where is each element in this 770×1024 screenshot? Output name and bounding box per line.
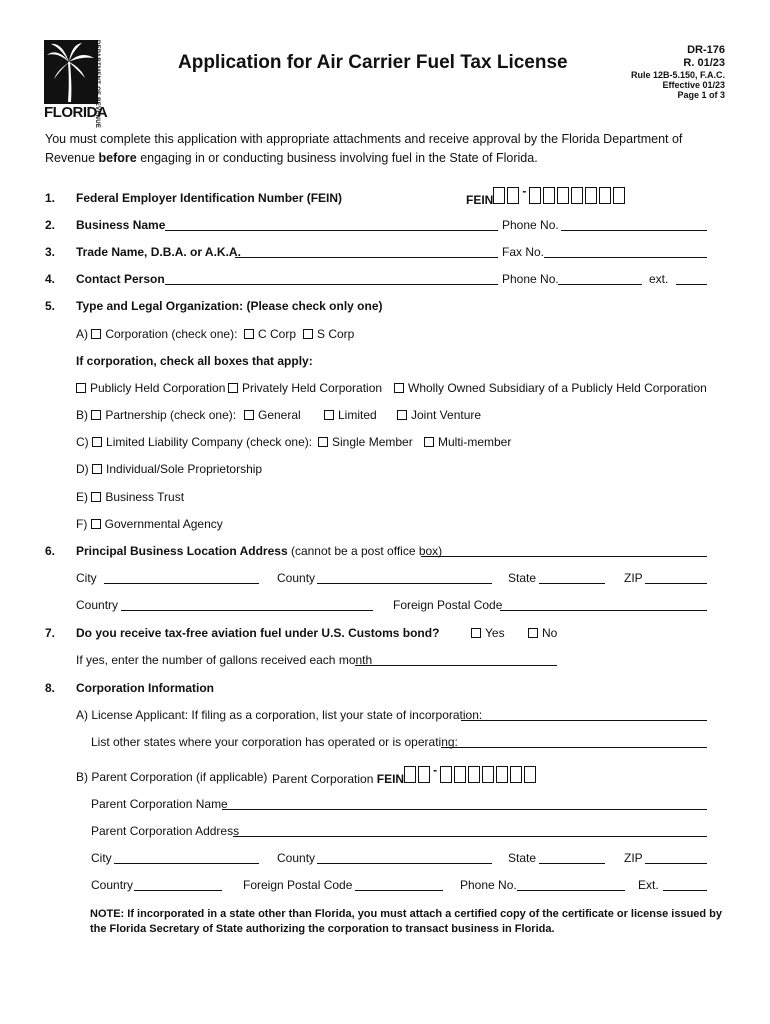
q8-number: 8. <box>45 681 56 695</box>
q5f-row <box>76 517 223 531</box>
multi-member-checkbox[interactable] <box>424 437 434 447</box>
q5f-text: Governmental Agency <box>104 517 223 531</box>
subsidiary-option <box>394 381 707 395</box>
parent-fein-label-pre: Parent Corporation <box>272 772 377 786</box>
business-trust-checkbox[interactable] <box>91 492 101 502</box>
q8-ext-label: Ext. <box>638 878 659 892</box>
parent-fein-digit-4[interactable] <box>454 766 466 783</box>
q6-county-label: County <box>277 571 316 585</box>
q8-country-label: Country <box>91 878 134 892</box>
limited-label: Limited <box>338 408 377 422</box>
form-number: DR-176 <box>687 44 725 56</box>
q7-yes-checkbox[interactable] <box>471 628 481 638</box>
partnership-checkbox[interactable] <box>91 410 101 420</box>
contact-person-field[interactable] <box>165 273 498 285</box>
q1-label: Federal Employer Identification Number (FEIN) <box>76 191 343 205</box>
parent-name-field[interactable] <box>222 798 707 810</box>
q5b-letter: B) <box>76 408 88 422</box>
other-states-field[interactable] <box>441 736 707 748</box>
q5d-row <box>76 462 262 476</box>
q1-number: 1. <box>45 191 56 205</box>
fax-field[interactable] <box>544 246 707 258</box>
s-corp-label: S Corp <box>317 327 355 341</box>
q5b-row <box>76 408 236 422</box>
parent-address-label: Parent Corporation Address <box>91 824 240 838</box>
q5c-row <box>76 435 312 449</box>
q5-label: Type and Legal Organization: (Please check only one) <box>76 299 383 313</box>
q4-label: Contact Person <box>76 272 165 286</box>
q2-phone-label: Phone No. <box>502 218 559 232</box>
q7-gallons-label: If yes, enter the number of gallons received each month <box>76 653 373 667</box>
fein-digit-8[interactable] <box>599 187 611 204</box>
form-revision: R. 01/23 <box>683 57 725 69</box>
intro-line1: You must complete this application with appropriate attachments and receive approval by the Florida Department of <box>45 132 683 146</box>
q8-foreign-postal-label: Foreign Postal Code <box>243 878 353 892</box>
publicly-held-checkbox[interactable] <box>76 383 86 393</box>
q8-state-field[interactable] <box>539 852 605 864</box>
q6-state-field[interactable] <box>539 572 605 584</box>
q5a-letter: A) <box>76 327 88 341</box>
q4-phone-label: Phone No. <box>502 272 559 286</box>
q8-zip-field[interactable] <box>645 852 707 864</box>
subsidiary-checkbox[interactable] <box>394 383 404 393</box>
multi-member-option <box>424 435 511 449</box>
single-member-option <box>318 435 413 449</box>
q6-foreign-postal-field[interactable] <box>500 599 707 611</box>
parent-fein-digit-7[interactable] <box>496 766 508 783</box>
general-checkbox[interactable] <box>244 410 254 420</box>
q7-no-label: No <box>542 626 558 640</box>
q5c-letter: C) <box>76 435 89 449</box>
intro-line2-pre: Revenue <box>45 151 99 165</box>
parent-fein-label: FEIN <box>376 772 405 786</box>
parent-fein-digit-8[interactable] <box>510 766 522 783</box>
state-of-incorporation-field[interactable] <box>461 709 707 721</box>
parent-fein-field[interactable] <box>272 763 538 786</box>
q8b-label: B) Parent Corporation (if applicable) <box>76 770 268 784</box>
general-label: General <box>258 408 301 422</box>
q7-gallons-field[interactable] <box>355 654 557 666</box>
q6-county-field[interactable] <box>317 572 492 584</box>
principal-address-field[interactable] <box>421 545 707 557</box>
form-effective: Effective 01/23 <box>662 80 725 90</box>
q5c-text: Limited Liability Company (check one): <box>106 435 313 449</box>
publicly-held-label: Publicly Held Corporation <box>90 381 226 395</box>
q2-label: Business Name <box>76 218 166 232</box>
joint-venture-label: Joint Venture <box>411 408 482 422</box>
parent-fein-digit-3[interactable] <box>440 766 452 783</box>
q6-zip-field[interactable] <box>645 572 707 584</box>
single-member-checkbox[interactable] <box>318 437 328 447</box>
parent-fein-digit-9[interactable] <box>524 766 536 783</box>
privately-held-option <box>228 381 382 395</box>
parent-address-field[interactable] <box>233 825 707 837</box>
limited-checkbox[interactable] <box>324 410 334 420</box>
q8-state-label: State <box>508 851 537 865</box>
q8a-label: A) License Applicant: If filing as a corporation, list your state of incorporation: <box>76 708 483 722</box>
subsidiary-label: Wholly Owned Subsidiary of a Publicly Held Corporation <box>408 381 707 395</box>
fein-digit-7[interactable] <box>585 187 597 204</box>
fein-digit-3[interactable] <box>529 187 541 204</box>
q2-number: 2. <box>45 218 56 232</box>
q5d-text: Individual/Sole Proprietorship <box>106 462 263 476</box>
contact-phone-field[interactable] <box>558 273 642 285</box>
limited-option <box>324 408 377 422</box>
trade-name-field[interactable] <box>235 246 498 258</box>
privately-held-label: Privately Held Corporation <box>242 381 383 395</box>
fein-digit-9[interactable] <box>613 187 625 204</box>
q3-fax-label: Fax No. <box>502 245 545 259</box>
fein-dash: - <box>522 184 527 198</box>
logo-text: FLORIDA <box>44 104 108 121</box>
page-number: Page 1 of 3 <box>677 90 725 100</box>
parent-fein-digit-1[interactable] <box>404 766 416 783</box>
intro-before: before <box>98 151 137 165</box>
parent-fein-digit-6[interactable] <box>482 766 494 783</box>
q7-yes-option <box>471 626 505 640</box>
business-phone-field[interactable] <box>561 219 707 231</box>
q5b-text: Partnership (check one): <box>105 408 237 422</box>
q8-phone-field[interactable] <box>517 879 625 891</box>
parent-fein-digit-5[interactable] <box>468 766 480 783</box>
q7-label: Do you receive tax-free aviation fuel under U.S. Customs bond? <box>76 626 440 640</box>
fein-digit-4[interactable] <box>543 187 555 204</box>
q5f-letter: F) <box>76 517 88 531</box>
q5d-letter: D) <box>76 462 89 476</box>
q6-foreign-postal-label: Foreign Postal Code <box>393 598 503 612</box>
q8-county-label: County <box>277 851 316 865</box>
business-name-field[interactable] <box>165 219 498 231</box>
sole-proprietor-checkbox[interactable] <box>92 464 102 474</box>
q8-ext-field[interactable] <box>663 879 707 891</box>
fein-digit-5[interactable] <box>557 187 569 204</box>
page-title: Application for Air Carrier Fuel Tax License <box>178 52 568 73</box>
q6-country-label: Country <box>76 598 119 612</box>
parent-fein-dash: - <box>433 763 438 777</box>
q4-ext-label: ext. <box>649 272 669 286</box>
general-option <box>244 408 301 422</box>
florida-logo <box>44 40 108 129</box>
contact-ext-field[interactable] <box>676 273 707 285</box>
intro-line2-post: engaging in or conducting business involving fuel in the State of Florida. <box>136 151 538 165</box>
joint-venture-option <box>397 408 481 422</box>
q5a-row <box>76 327 237 341</box>
q4-number: 4. <box>45 272 56 286</box>
fein-digit-6[interactable] <box>571 187 583 204</box>
fein-digit-2[interactable] <box>507 187 519 204</box>
q5a-text: Corporation (check one): <box>105 327 238 341</box>
q7-number: 7. <box>45 626 56 640</box>
privately-held-checkbox[interactable] <box>228 383 238 393</box>
q8-city-label: City <box>91 851 112 865</box>
single-member-label: Single Member <box>332 435 413 449</box>
q5e-letter: E) <box>76 490 88 504</box>
llc-checkbox[interactable] <box>92 437 102 447</box>
s-corp-option <box>303 327 354 341</box>
q8-label: Corporation Information <box>76 681 214 695</box>
publicly-held-option <box>76 381 225 395</box>
c-corp-label: C Corp <box>258 327 297 341</box>
q5e-row <box>76 490 184 504</box>
fein-label: FEIN <box>466 193 494 207</box>
corp-note: If corporation, check all boxes that apply: <box>76 354 313 368</box>
parent-fein-digit-2[interactable] <box>418 766 430 783</box>
q8-foreign-postal-field[interactable] <box>355 879 443 891</box>
q3-label: Trade Name, D.B.A. or A.K.A. <box>76 245 241 259</box>
incorporation-note: NOTE: If incorporated in a state other than Florida, you must attach a certified copy of the certificate or license issued by the Florida Secretary of State authorizing the corporation to transact business in Florida. <box>90 908 723 935</box>
other-states-label: List other states where your corporation has operated or is operating: <box>91 735 458 749</box>
q6-label-note: (cannot be a post office box) <box>287 544 443 558</box>
q5-number: 5. <box>45 299 56 313</box>
governmental-agency-checkbox[interactable] <box>91 519 101 529</box>
q8-zip-label: ZIP <box>624 851 643 865</box>
q6-city-label: City <box>76 571 97 585</box>
q3-number: 3. <box>45 245 56 259</box>
q7-no-checkbox[interactable] <box>528 628 538 638</box>
form-rule: Rule 12B-5.150, F.A.C. <box>630 70 725 80</box>
corporation-checkbox[interactable] <box>91 329 101 339</box>
q6-country-field[interactable] <box>121 599 373 611</box>
parent-name-label: Parent Corporation Name <box>91 797 228 811</box>
q7-yes-label: Yes <box>485 626 505 640</box>
q5e-text: Business Trust <box>105 490 185 504</box>
multi-member-label: Multi-member <box>438 435 512 449</box>
s-corp-checkbox[interactable] <box>303 329 313 339</box>
q8-country-field[interactable] <box>134 879 222 891</box>
c-corp-checkbox[interactable] <box>244 329 254 339</box>
c-corp-option <box>244 327 296 341</box>
q6-number: 6. <box>45 544 56 558</box>
joint-venture-checkbox[interactable] <box>397 410 407 420</box>
intro-text <box>45 130 735 168</box>
q6-zip-label: ZIP <box>624 571 643 585</box>
q6-city-field[interactable] <box>104 572 259 584</box>
q6-label-bold: Principal Business Location Address <box>76 544 288 558</box>
q8-county-field[interactable] <box>317 852 492 864</box>
form-identifier <box>631 44 725 100</box>
logo-side-text: DEPARTMENT OF REVENUE <box>94 40 100 129</box>
q6-state-label: State <box>508 571 537 585</box>
q8-phone-label: Phone No. <box>460 878 517 892</box>
q7-no-option <box>528 626 557 640</box>
q8-city-field[interactable] <box>114 852 259 864</box>
fein-digit-1[interactable] <box>493 187 505 204</box>
fein-field[interactable] <box>466 184 627 207</box>
q6-label <box>76 544 442 558</box>
